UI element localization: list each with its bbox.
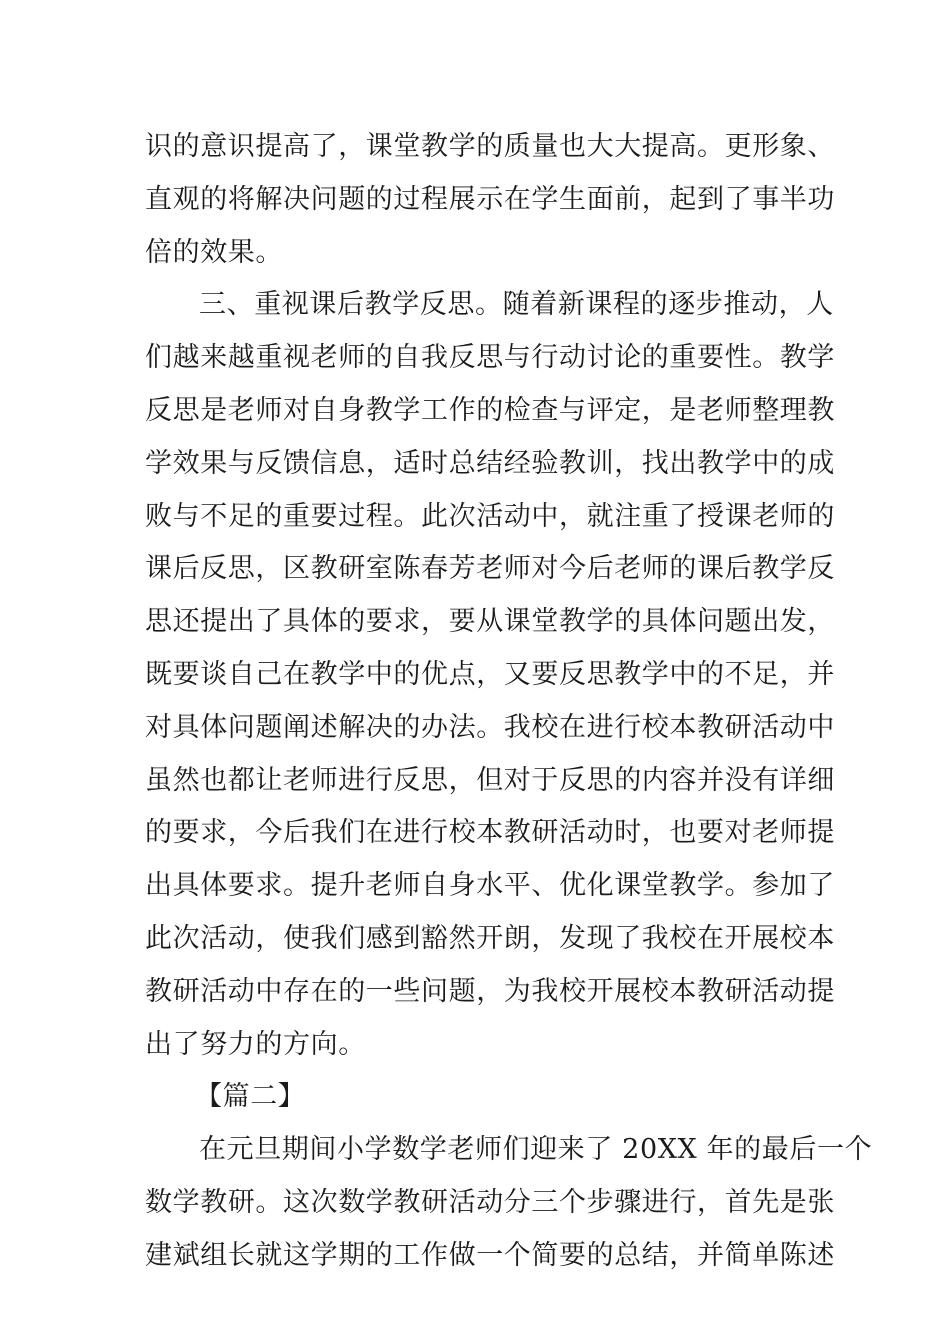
document-body bbox=[145, 121, 873, 1283]
text-line: 的要求，今后我们在进行校本教研活动时，也要对老师提 bbox=[145, 817, 835, 849]
text-line: 对具体问题阐述解决的办法。我校在进行校本教研活动中 bbox=[145, 711, 835, 743]
text-line: 们越来越重视老师的自我反思与行动讨论的重要性。教学 bbox=[145, 342, 835, 374]
text-line: 此次活动，使我们感到豁然开朗，发现了我校在开展校本 bbox=[145, 922, 835, 954]
text-line: 反思是老师对自身教学工作的检查与评定，是老师整理教 bbox=[145, 394, 835, 426]
text-line: 倍的效果。 bbox=[145, 236, 283, 268]
text-line: 课后反思，区教研室陈春芳老师对今后老师的课后教学反 bbox=[145, 553, 835, 585]
paragraph-start-line: 在元旦期间小学数学老师们迎来了 20XX 年的最后一个 bbox=[199, 1134, 873, 1166]
text-line: 虽然也都让老师进行反思，但对于反思的内容并没有详细 bbox=[145, 764, 835, 796]
section-heading: 【篇二】 bbox=[195, 1081, 306, 1113]
text-line: 出具体要求。提升老师自身水平、优化课堂教学。参加了 bbox=[145, 870, 835, 902]
text-line: 出了努力的方向。 bbox=[145, 1028, 366, 1060]
text-line: 数学教研。这次数学教研活动分三个步骤进行，首先是张 bbox=[145, 1186, 835, 1218]
text-line: 既要谈自己在教学中的优点，又要反思教学中的不足，并 bbox=[145, 658, 835, 690]
paragraph-start-line: 三、重视课后教学反思。随着新课程的逐步推动，人 bbox=[199, 289, 834, 321]
text-line: 学效果与反馈信息，适时总结经验教训，找出教学中的成 bbox=[145, 447, 835, 479]
text-line: 败与不足的重要过程。此次活动中，就注重了授课老师的 bbox=[145, 500, 835, 532]
text-line: 直观的将解决问题的过程展示在学生面前，起到了事半功 bbox=[145, 183, 835, 215]
text-line: 识的意识提高了，课堂教学的质量也大大提高。更形象、 bbox=[145, 131, 835, 162]
text-line: 思还提出了具体的要求，要从课堂教学的具体问题出发， bbox=[145, 606, 835, 638]
text-line: 教研活动中存在的一些问题，为我校开展校本教研活动提 bbox=[145, 975, 835, 1007]
text-line: 建斌组长就这学期的工作做一个简要的总结，并简单陈述 bbox=[145, 1239, 835, 1271]
